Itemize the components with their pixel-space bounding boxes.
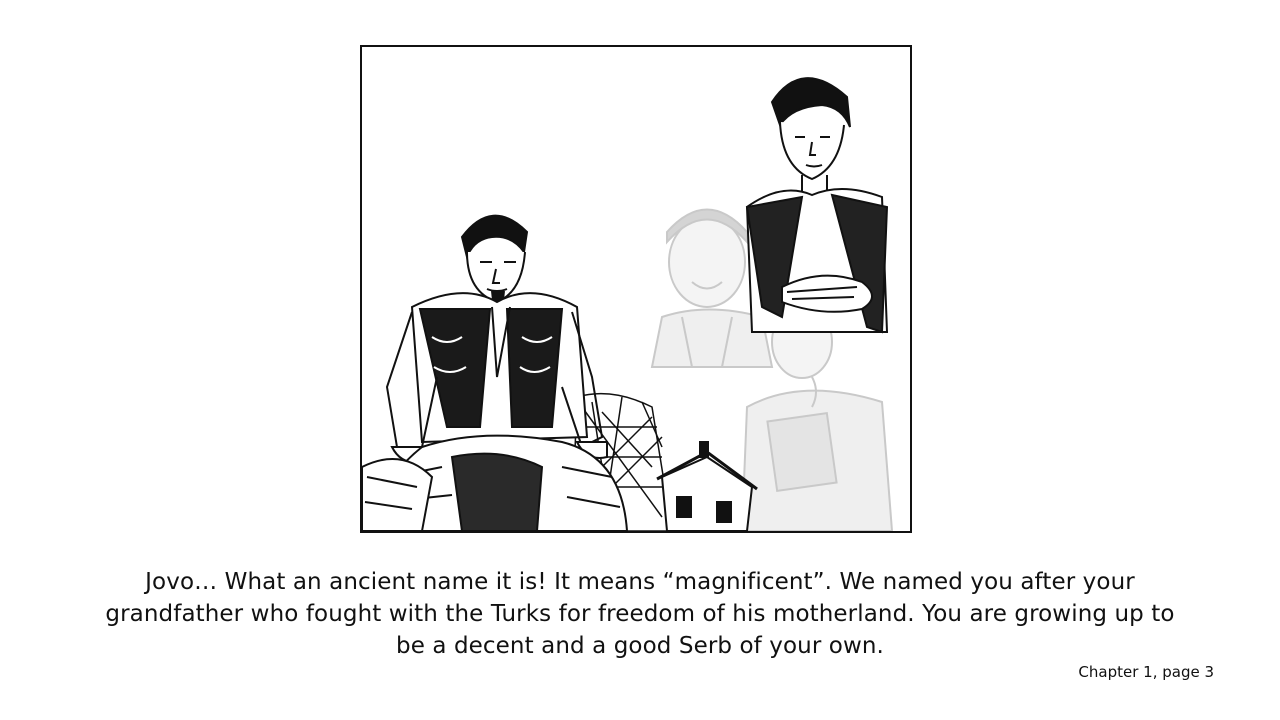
chapter-page-label: Chapter 1, page 3 (1078, 663, 1214, 681)
boy-standing (747, 78, 887, 332)
illustration (362, 47, 910, 531)
seated-man (362, 216, 627, 531)
illustration-panel (360, 45, 912, 533)
caption-line-2: grandfather who fought with the Turks for freedom of his motherland. You are growing up to (105, 601, 1175, 627)
narration-caption (80, 566, 1200, 662)
distant-house (657, 442, 757, 531)
caption-line-1: Jovo… What an ancient name it is! It means “magnificent”. We named you after your (145, 569, 1135, 595)
caption-line-3: be a decent and a good Serb of your own. (396, 633, 884, 659)
